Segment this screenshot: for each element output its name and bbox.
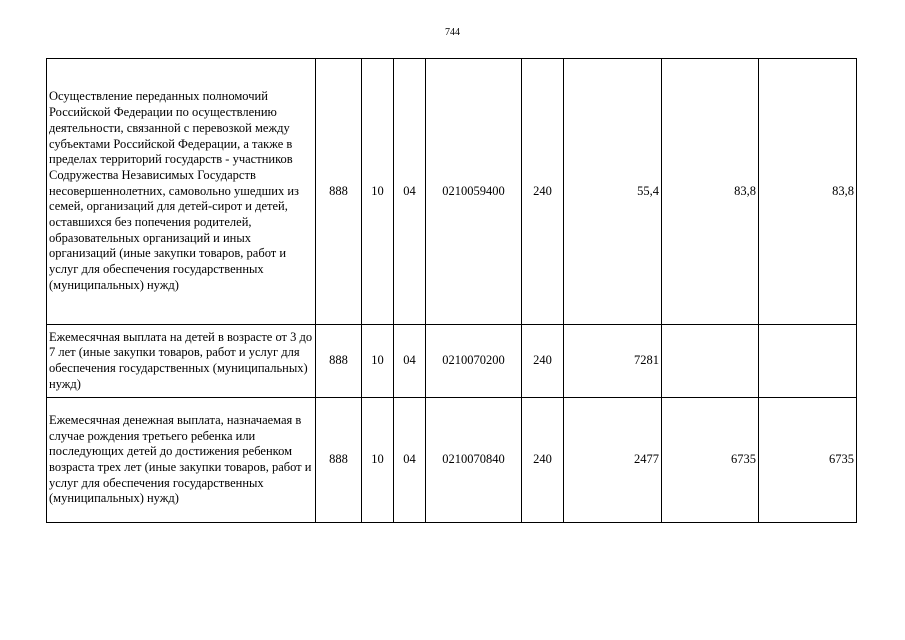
expense-type-cell: 240 bbox=[522, 59, 564, 325]
page-number: 744 bbox=[445, 27, 460, 38]
table-row bbox=[47, 398, 857, 523]
section-code-cell: 10 bbox=[362, 59, 394, 325]
expense-name-cell: Осуществление переданных полномочий Российской Федерации по осуществлению деятельности, связанной с перевозкой между субъектами Российской Федерации, а также в пределах территорий государств - участников Содружества Независимых Государств несовершеннолетних, самовольно ушедших из семей, организаций для детей-сирот и детей, оставшихся без попечения родителей, образовательных организаций и иных организаций (иные закупки товаров, работ и услуг для обеспечения государственных (муниципальных) нужд) bbox=[47, 59, 316, 325]
subsection-code-cell: 04 bbox=[394, 398, 426, 523]
target-article-cell: 0210059400 bbox=[426, 59, 522, 325]
amount-cell-2: 83,8 bbox=[662, 59, 759, 325]
ministry-code-cell: 888 bbox=[316, 59, 362, 325]
budget-table bbox=[46, 58, 857, 523]
ministry-code-cell: 888 bbox=[316, 325, 362, 398]
ministry-code-cell: 888 bbox=[316, 398, 362, 523]
expense-type-cell: 240 bbox=[522, 325, 564, 398]
amount-cell-3: 6735 bbox=[759, 398, 857, 523]
amount-cell-2: 6735 bbox=[662, 398, 759, 523]
subsection-code-cell: 04 bbox=[394, 59, 426, 325]
table-row bbox=[47, 59, 857, 325]
subsection-code-cell: 04 bbox=[394, 325, 426, 398]
expense-name-cell: Ежемесячная выплата на детей в возрасте от 3 до 7 лет (иные закупки товаров, работ и услуг для обеспечения государственных (муниципальных) нужд) bbox=[47, 325, 316, 398]
amount-cell-1: 55,4 bbox=[564, 59, 662, 325]
amount-cell-1: 2477 bbox=[564, 398, 662, 523]
expense-type-cell: 240 bbox=[522, 398, 564, 523]
expense-name-cell: Ежемесячная денежная выплата, назначаемая в случае рождения третьего ребенка или последующих детей до достижения ребенком возраста трех лет (иные закупки товаров, работ и услуг для обеспечения государственных (муниципальных) нужд) bbox=[47, 398, 316, 523]
section-code-cell: 10 bbox=[362, 325, 394, 398]
section-code-cell: 10 bbox=[362, 398, 394, 523]
target-article-cell: 0210070200 bbox=[426, 325, 522, 398]
amount-cell-2 bbox=[662, 325, 759, 398]
amount-cell-3 bbox=[759, 325, 857, 398]
amount-cell-1: 7281 bbox=[564, 325, 662, 398]
amount-cell-3: 83,8 bbox=[759, 59, 857, 325]
target-article-cell: 0210070840 bbox=[426, 398, 522, 523]
table-row bbox=[47, 325, 857, 398]
